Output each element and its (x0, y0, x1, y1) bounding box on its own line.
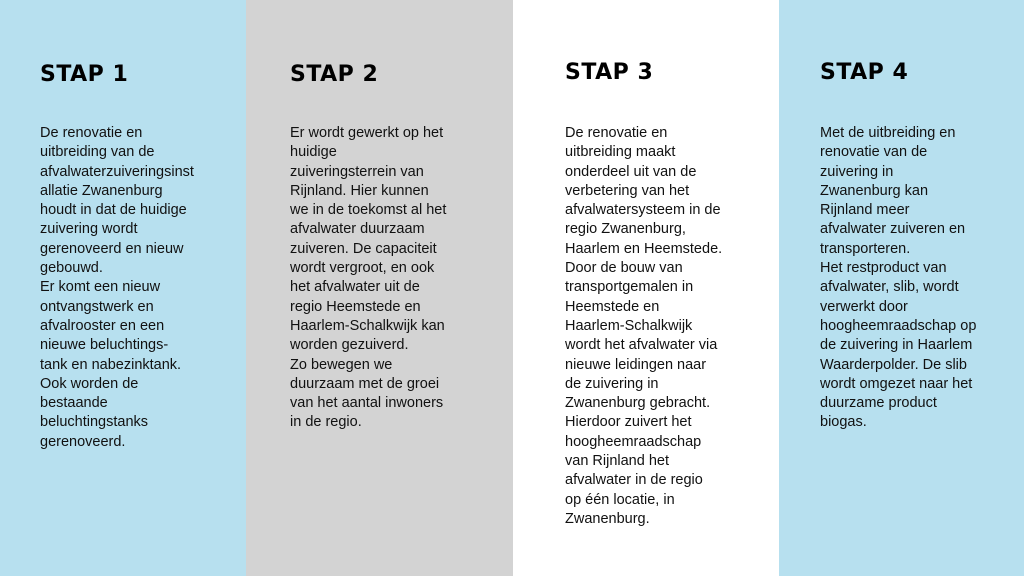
step-1-title: STAP 1 (40, 62, 129, 87)
step-3-title: STAP 3 (565, 60, 654, 85)
step-4-title: STAP 4 (820, 60, 909, 85)
step-4-text: Met de uitbreiding en renovatie van de zuivering in Zwanenburg kan Rijnland meer afvalwater zuiveren en transporteren. Het restproduct van afvalwater, slib, wordt verwerkt door hoogheemraadschap op de zuivering in Haarlem Waarderpolder. De slib wordt omgezet naar het duurzame product biogas. (820, 125, 977, 431)
step-3-column (513, 0, 779, 576)
step-2-column (246, 0, 513, 576)
step-3-text: De renovatie en uitbreiding maakt onderdeel uit van de verbetering van het afvalwatersysteem in de regio Zwanenburg, Haarlem en Heemstede. Door de bouw van transportgemalen in Heemstede en Haarlem-Schalkwijk wordt het afvalwater via nieuwe leidingen naar de zuivering in Zwanenburg gebracht. Hierdoor zuivert het hoogheemraadschap van Rijnland het afvalwater in de regio op één locatie, in Zwanenburg. (565, 125, 723, 527)
step-1-column (0, 0, 246, 576)
step-4-column (779, 0, 1024, 576)
step-1-text: De renovatie en uitbreiding van de afvalwaterzuiveringsinst allatie Zwanenburg houdt in dat de huidige zuivering wordt gerenoveerd en nieuw gebouwd. Er komt een nieuw ontvangstwerk en afvalrooster en een nieuwe beluchtings- tank en nabezinktank. Ook worden de bestaande beluchtingstanks gerenoveerd. (40, 125, 194, 450)
step-2-title: STAP 2 (290, 62, 379, 87)
step-2-text: Er wordt gewerkt op het huidige zuiveringsterrein van Rijnland. Hier kunnen we in de toekomst al het afvalwater duurzaam zuiveren. De capaciteit wordt vergroot, en ook het afvalwater uit de regio Heemstede en Haarlem-Schalkwijk kan worden gezuiverd. Zo bewegen we duurzaam met de groei van het aantal inwoners in de regio. (290, 125, 447, 431)
